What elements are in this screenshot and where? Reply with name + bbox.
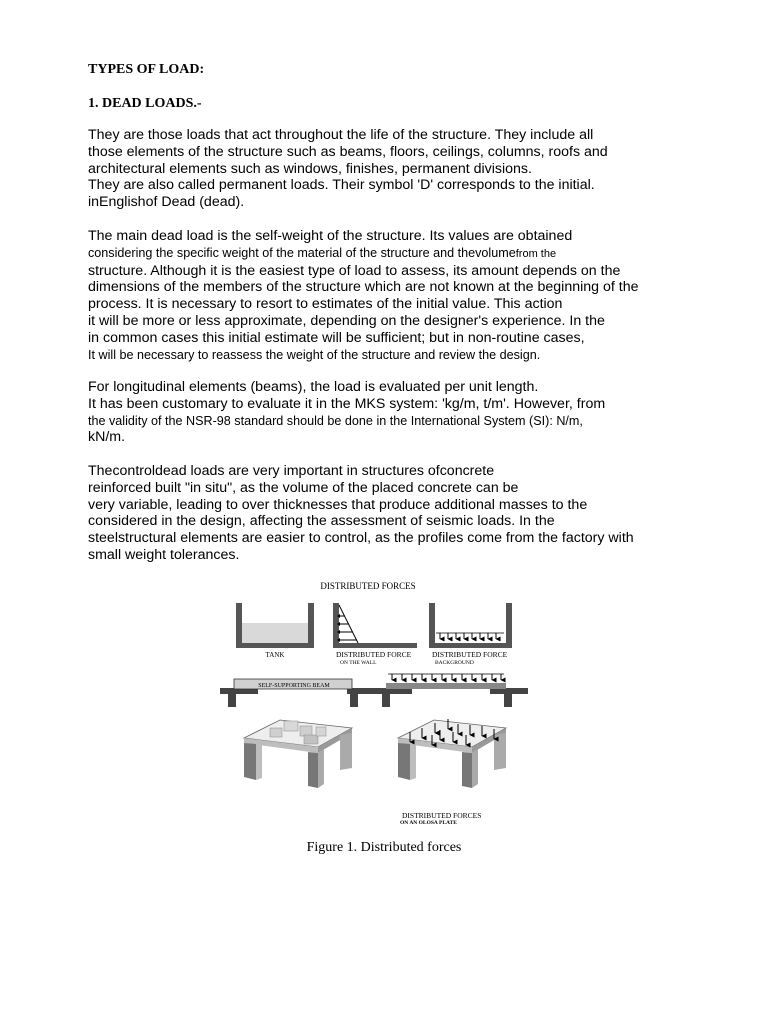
- text-line: For longitudinal elements (beams), the load is evaluated per unit length.: [88, 379, 539, 395]
- text-line: very variable, leading to over thicknesses that produce additional masses to the: [88, 496, 588, 513]
- slab-force-sublabel: ON AN OLOSA PLATE: [400, 820, 457, 826]
- text-line: those elements of the structure such as beams, floors, ceilings, columns, roofs and: [88, 143, 608, 160]
- slab-with-blocks-diagram: [244, 720, 352, 788]
- paragraph-1: [88, 127, 688, 211]
- paragraph-4: [88, 463, 688, 564]
- text-line: considered in the design, affecting the assessment of seismic loads. In the: [88, 513, 555, 530]
- text-line: Thecontroldead loads are very important in structures ofconcrete: [88, 463, 495, 479]
- paragraph-3: [88, 379, 688, 446]
- text-line: architectural elements such as windows, finishes, permanent divisions.: [88, 160, 532, 177]
- text-line: inEnglishof Dead (dead).: [88, 194, 245, 211]
- text-line: reinforced built "in situ", as the volume of the placed concrete can be: [88, 479, 519, 496]
- text-line: the validity of the NSR-98 standard should be done in the International System (SI): N/m,: [88, 413, 583, 428]
- text-line: dimensions of the members of the structure which are not known at the beginning of the: [88, 279, 639, 296]
- text-line: structure. Although it is the easiest type of load to assess, its amount depends on the: [88, 262, 621, 279]
- paragraph-2: [88, 228, 688, 363]
- text-line: They are those loads that act throughout the life of the structure. They include all: [88, 127, 594, 143]
- beam-label: SELF-SUPPORTING BEAM: [258, 683, 330, 689]
- section-title: 1. DEAD LOADS.-: [88, 96, 202, 111]
- text-line: kN/m.: [88, 429, 126, 446]
- text-segment: from the: [515, 247, 557, 260]
- text-line: small weight tolerances.: [88, 546, 240, 563]
- text-line: steelstructural elements are easier to control, as the profiles come from the factory with: [88, 530, 634, 547]
- text-line: process. It is necessary to resort to estimates of the initial value. This action: [88, 296, 563, 313]
- bottom-force-label: DISTRIBUTED FORCE: [432, 650, 508, 659]
- slab-distributed-forces-diagram: [398, 719, 506, 788]
- text-line: it will be more or less approximate, depending on the designer's experience. In the: [88, 312, 605, 329]
- tank-diagram: [236, 603, 314, 648]
- wall-force-label: DISTRIBUTED FORCE: [336, 650, 412, 659]
- text-line: They are also called permanent loads. Their symbol 'D' corresponds to the initial.: [88, 177, 595, 194]
- loaded-beam-diagram: [374, 674, 528, 707]
- bottom-force-sublabel: BACKGROUND: [435, 660, 474, 666]
- bottom-force-diagram: [429, 603, 512, 648]
- tank-label: TANK: [265, 651, 285, 659]
- wall-force-sublabel: ON THE WALL: [340, 660, 377, 666]
- text-segment: considering the specific weight of the material of the structure and thevolume: [88, 245, 516, 260]
- text-line: [88, 245, 688, 263]
- slab-force-label: DISTRIBUTED FORCES: [402, 811, 482, 820]
- figure-title: DISTRIBUTED FORCES: [320, 581, 416, 591]
- distributed-forces-figure: [200, 575, 540, 830]
- wall-force-diagram: [333, 603, 417, 648]
- text-line: It will be necessary to reassess the weight of the structure and review the design.: [88, 347, 541, 362]
- document-heading: TYPES OF LOAD:: [88, 62, 205, 77]
- text-line: It has been customary to evaluate it in the MKS system: 'kg/m, t/m'. However, from: [88, 395, 606, 412]
- text-line: The main dead load is the self-weight of the structure. Its values are obtained: [88, 228, 573, 244]
- figure-caption: Figure 1. Distributed forces: [306, 840, 462, 855]
- text-line: in common cases this initial estimate will be sufficient; but in non-routine cases,: [88, 329, 585, 346]
